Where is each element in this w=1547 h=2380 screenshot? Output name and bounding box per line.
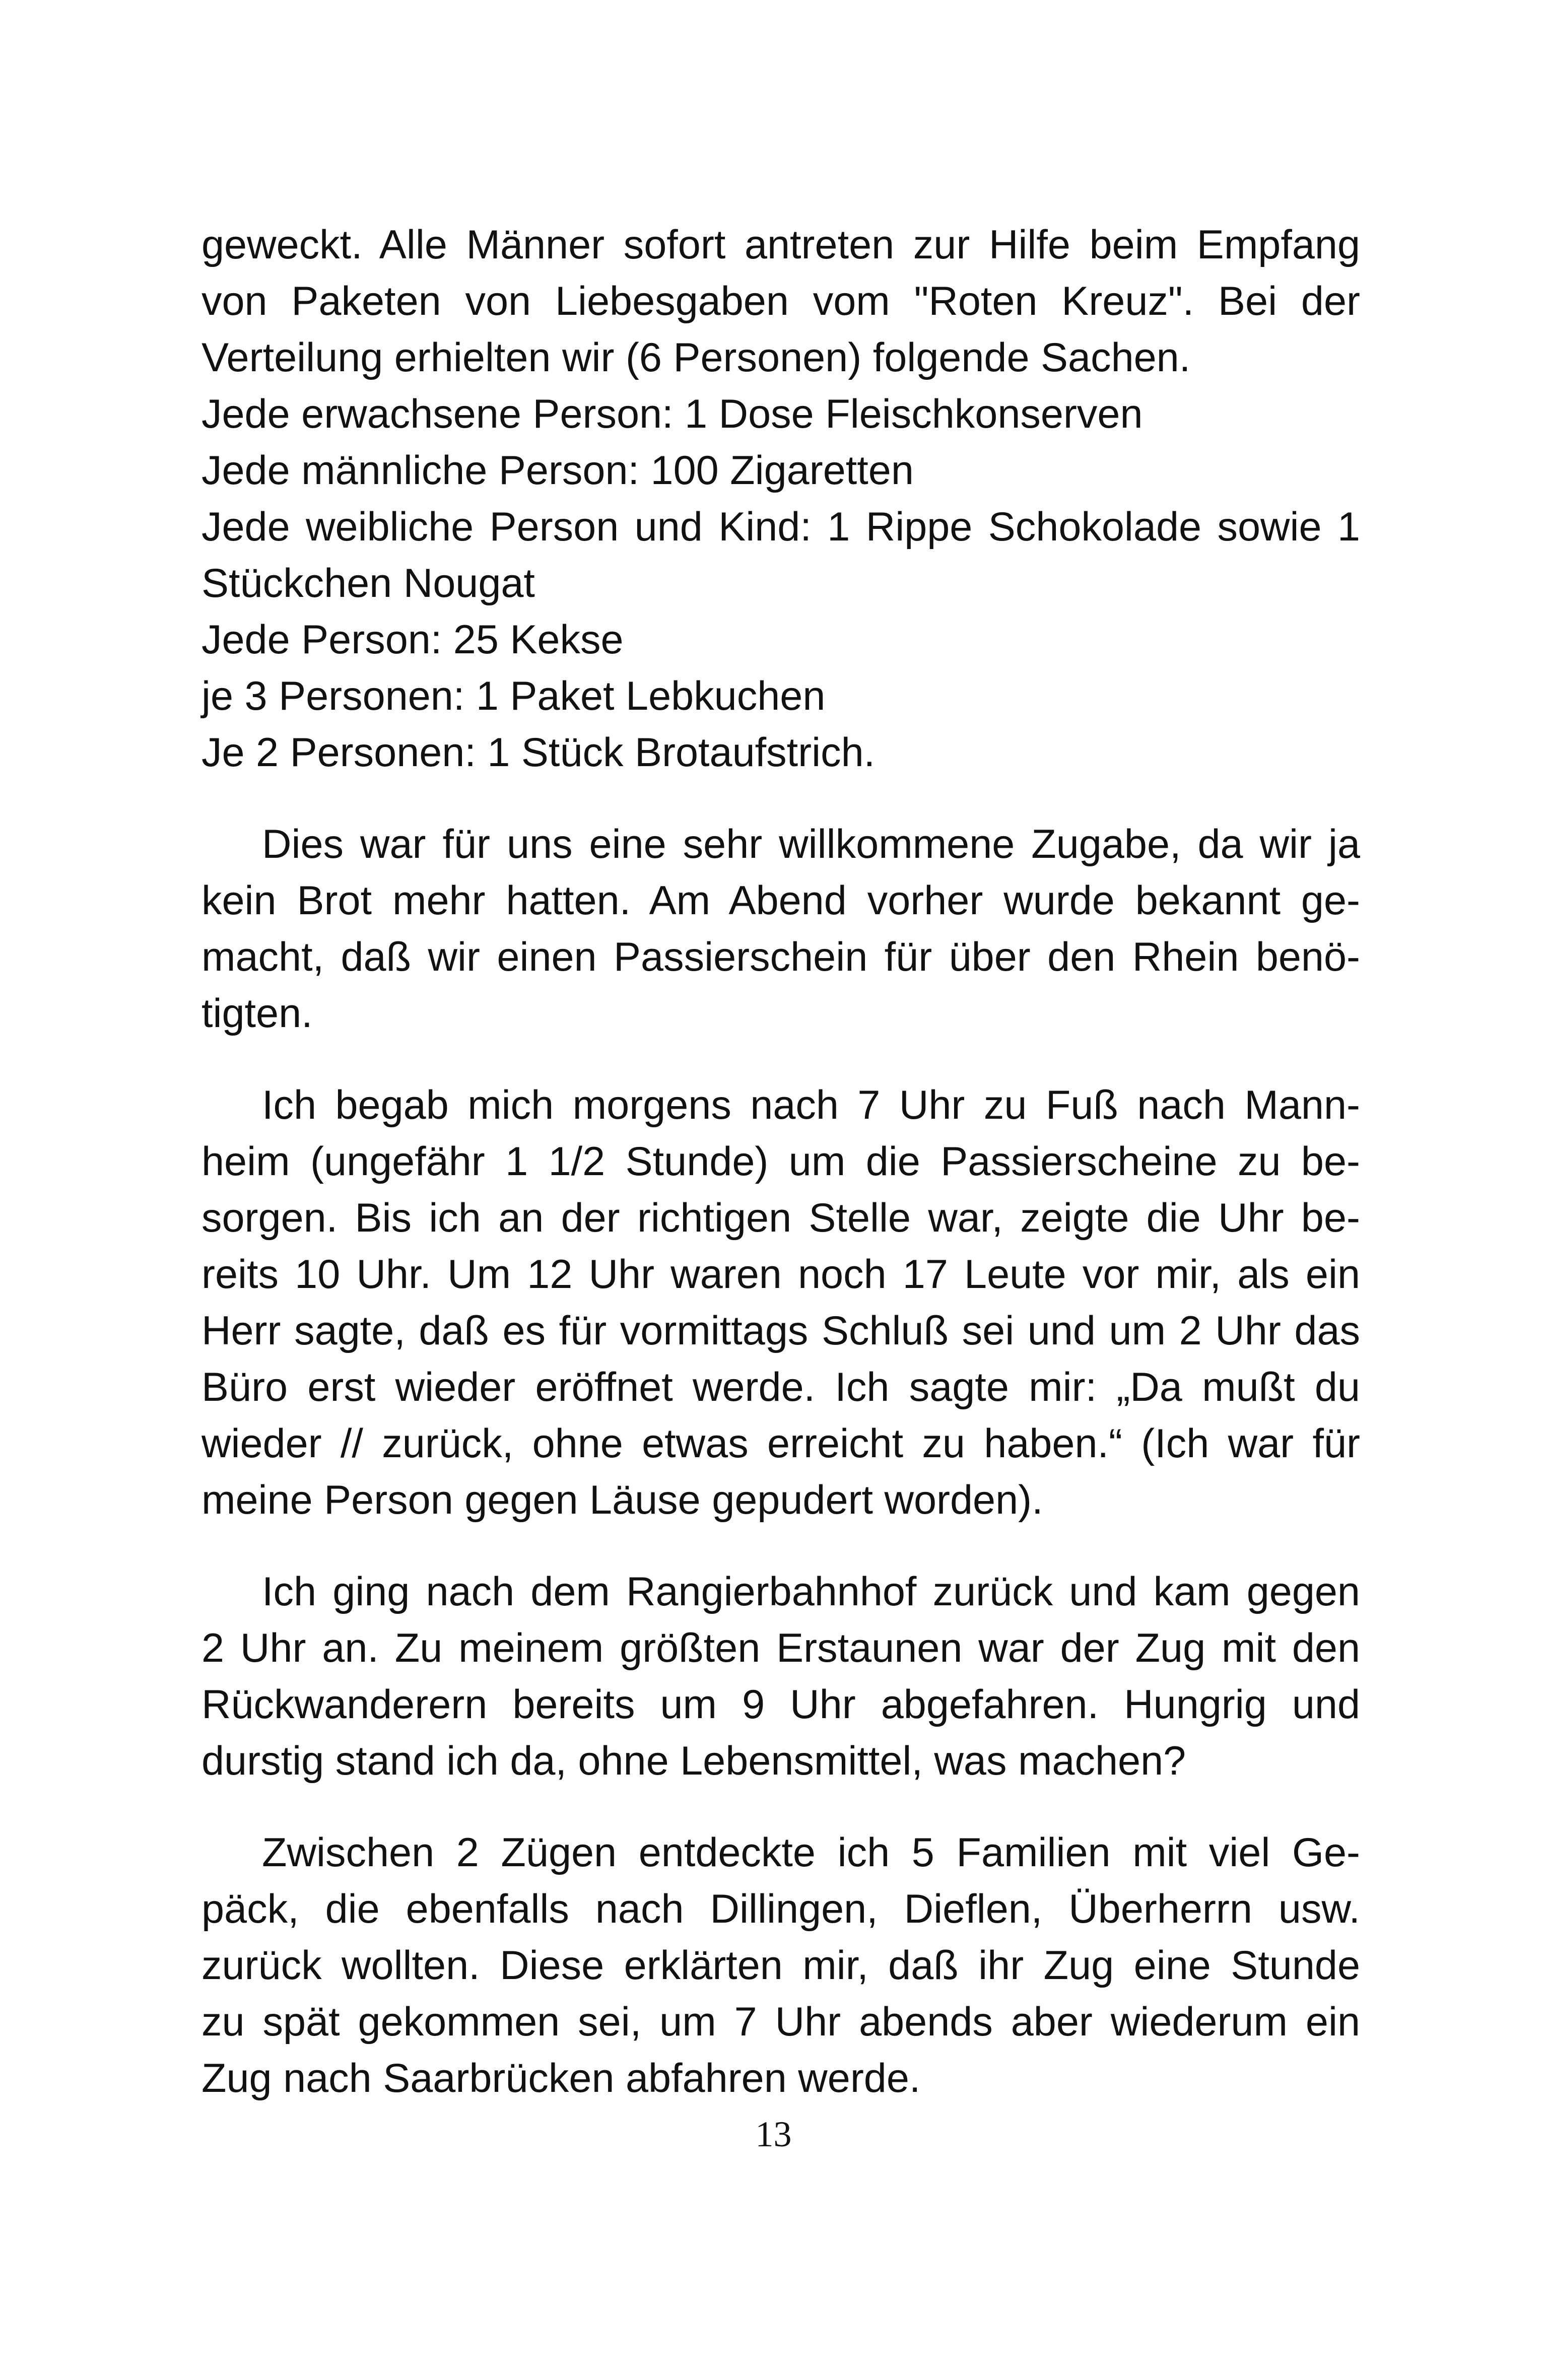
text-line: geweckt. Alle Männer sofort antreten zur Hilfe beim Empfang (201, 222, 1360, 267)
text-line: reits 10 Uhr. Um 12 Uhr waren noch 17 Leute vor mir, als ein (201, 1252, 1360, 1297)
list-item: Jede weibliche Person und Kind: 1 Rippe Schokolade sowie 1 (201, 504, 1360, 550)
text-line: päck, die ebenfalls nach Dillingen, Dieflen, Überherrn usw. (201, 1886, 1360, 1932)
list-item: Jede erwachsene Person: 1 Dose Fleischkonserven (201, 391, 1143, 437)
text-line: Büro erst wieder eröffnet werde. Ich sagte mir: „Da mußt du (201, 1365, 1360, 1410)
text-line: Herr sagte, daß es für vormittags Schluß sei und um 2 Uhr das (201, 1308, 1360, 1353)
paragraph-rangierbahnhof (201, 1563, 1360, 1789)
paragraph-familien (201, 1824, 1360, 2106)
list-item: Stückchen Nougat (201, 561, 535, 606)
text-line: 2 Uhr an. Zu meinem größten Erstaunen war der Zug mit den (201, 1625, 1360, 1671)
text-line: meine Person gegen Läuse gepudert worden). (201, 1477, 1043, 1523)
text-line: macht, daß wir einen Passierschein für über den Rhein benö- (201, 934, 1360, 980)
text-line: Ich begab mich morgens nach 7 Uhr zu Fuß nach Mann- (262, 1082, 1360, 1128)
text-line: sorgen. Bis ich an der richtigen Stelle war, zeigte die Uhr be- (201, 1195, 1360, 1241)
text-line: kein Brot mehr hatten. Am Abend vorher wurde bekannt ge- (201, 878, 1360, 923)
text-line: zurück wollten. Diese erklärten mir, daß ihr Zug eine Stunde (201, 1943, 1360, 1988)
page-body-text (201, 217, 1360, 2106)
list-item: Jede männliche Person: 100 Zigaretten (201, 448, 914, 493)
text-line: Dies war für uns eine sehr willkommene Zugabe, da wir ja (262, 822, 1360, 867)
text-line: wieder // zurück, ohne etwas erreicht zu haben.“ (Ich war für (201, 1421, 1360, 1466)
text-line: Verteilung erhielten wir (6 Personen) folgende Sachen. (201, 335, 1191, 380)
list-item: Jede Person: 25 Kekse (201, 617, 624, 662)
text-line: Zug nach Saarbrücken abfahren werde. (201, 2056, 921, 2101)
text-line: Zwischen 2 Zügen entdeckte ich 5 Familien mit viel Ge- (262, 1830, 1360, 1875)
paragraph-addition (201, 816, 1360, 1042)
list-item: Je 2 Personen: 1 Stück Brotaufstrich. (201, 730, 876, 775)
distribution-list (201, 386, 1360, 781)
text-line: tigten. (201, 991, 313, 1036)
text-line: von Paketen von Liebesgaben vom "Roten Kreuz". Bei der (201, 279, 1360, 324)
text-line: heim (ungefähr 1 1/2 Stunde) um die Passierscheine zu be- (201, 1139, 1360, 1184)
list-item: je 3 Personen: 1 Paket Lebkuchen (201, 673, 826, 719)
opening-paragraph (201, 217, 1360, 386)
text-line: Rückwanderern bereits um 9 Uhr abgefahren. Hungrig und (201, 1682, 1360, 1727)
text-line: zu spät gekommen sei, um 7 Uhr abends aber wiederum ein (201, 1999, 1360, 2045)
text-line: Ich ging nach dem Rangierbahnhof zurück und kam gegen (262, 1569, 1360, 1614)
page-number: 13 (755, 2114, 792, 2154)
text-line: durstig stand ich da, ohne Lebensmittel, was machen? (201, 1738, 1186, 1784)
paragraph-mannheim (201, 1077, 1360, 1528)
